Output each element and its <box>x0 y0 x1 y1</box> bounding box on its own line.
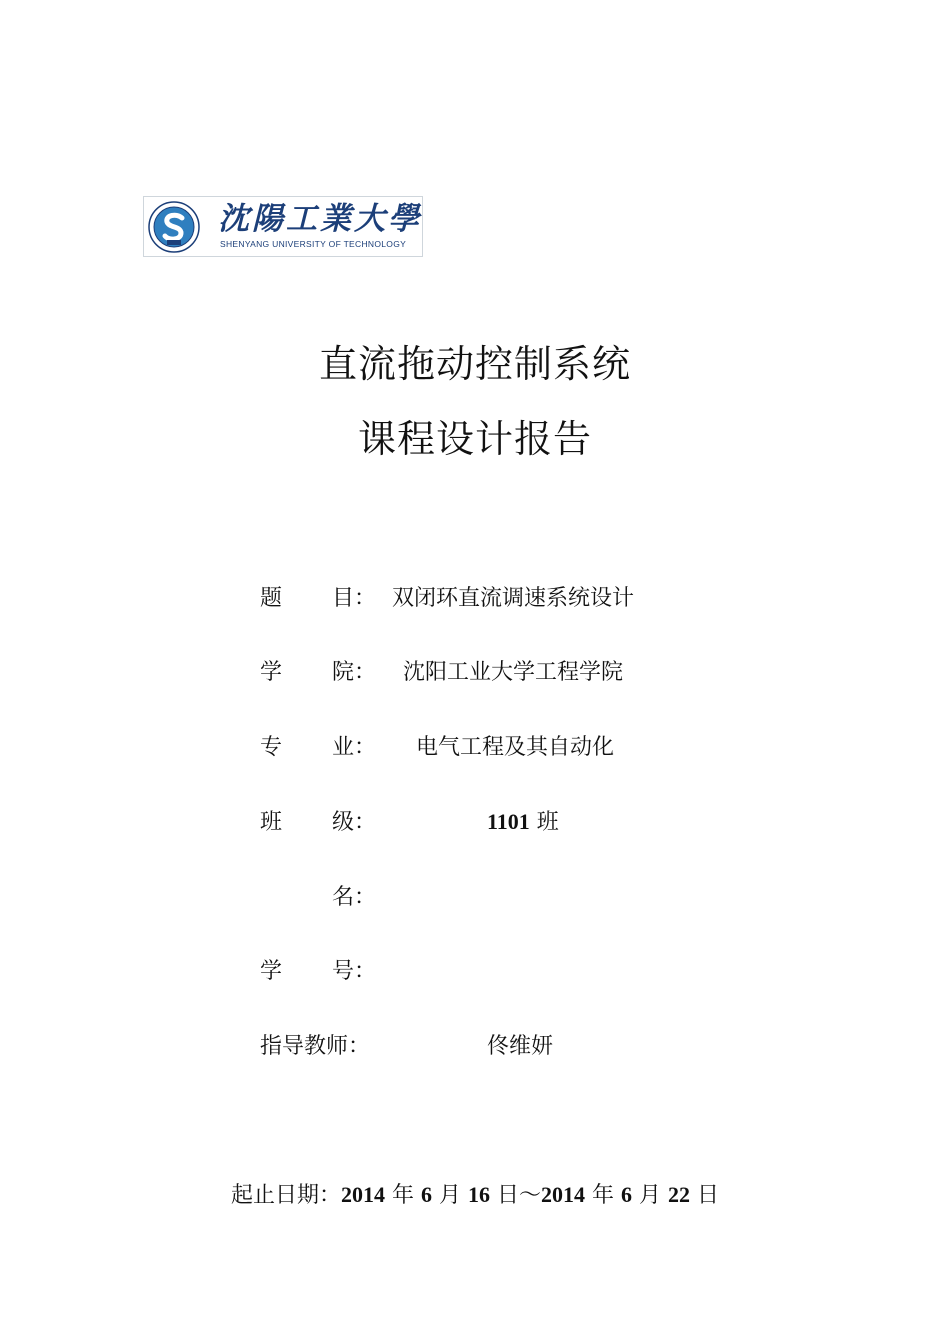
day-char: 日 <box>496 1183 519 1208</box>
start-year: 2014 <box>340 1182 385 1207</box>
date-label: 起止日期： <box>230 1183 341 1208</box>
field-major <box>0 730 950 762</box>
field-name <box>0 880 950 912</box>
field-label-char: 学 <box>260 959 283 984</box>
field-label-char: 业： <box>332 735 377 760</box>
year-char: 年 <box>391 1183 414 1208</box>
field-label-char: 目： <box>332 586 377 611</box>
field-label-char: 级： <box>332 810 377 835</box>
field-label-advisor: 指导教师： <box>260 1034 371 1059</box>
field-value-class <box>487 805 559 836</box>
month-char: 月 <box>639 1183 662 1208</box>
class-suffix: 班 <box>536 810 559 835</box>
report-title-line2: 课程设计报告 <box>357 417 592 461</box>
field-label-char: 院： <box>332 660 377 685</box>
field-student-id <box>0 954 950 986</box>
field-topic <box>0 581 950 613</box>
class-number: 1101 <box>487 809 530 834</box>
year-char: 年 <box>592 1183 615 1208</box>
field-label-char: 班 <box>260 810 283 835</box>
end-month: 6 <box>621 1182 633 1207</box>
logo-english-name: SHENYANG UNIVERSITY OF TECHNOLOGY <box>220 239 407 249</box>
field-label-char: 号： <box>332 959 377 984</box>
field-advisor <box>0 1029 950 1061</box>
start-day: 16 <box>467 1182 490 1207</box>
end-year: 2014 <box>541 1182 586 1207</box>
field-label-char: 名： <box>332 885 377 910</box>
field-class <box>0 805 950 837</box>
university-seal-icon <box>148 201 200 253</box>
field-value-major: 电气工程及其自动化 <box>416 735 615 760</box>
date-range <box>0 1178 950 1209</box>
field-label-char: 专 <box>260 735 283 760</box>
logo-chinese-name: 沈陽工業大學 <box>218 201 422 237</box>
day-char: 日 <box>697 1183 720 1208</box>
start-month: 6 <box>420 1182 432 1207</box>
field-value-college: 沈阳工业大学工程学院 <box>403 660 624 685</box>
date-separator: ～ <box>519 1183 542 1208</box>
report-title-line1: 直流拖动控制系统 <box>318 342 631 386</box>
field-label-char: 学 <box>260 660 283 685</box>
university-logo <box>143 196 423 257</box>
field-value-advisor: 佟维妍 <box>487 1034 554 1059</box>
end-day: 22 <box>668 1182 691 1207</box>
month-char: 月 <box>438 1183 461 1208</box>
field-value-topic: 双闭环直流调速系统设计 <box>392 586 635 611</box>
field-college <box>0 655 950 687</box>
field-label-char: 题 <box>260 586 283 611</box>
